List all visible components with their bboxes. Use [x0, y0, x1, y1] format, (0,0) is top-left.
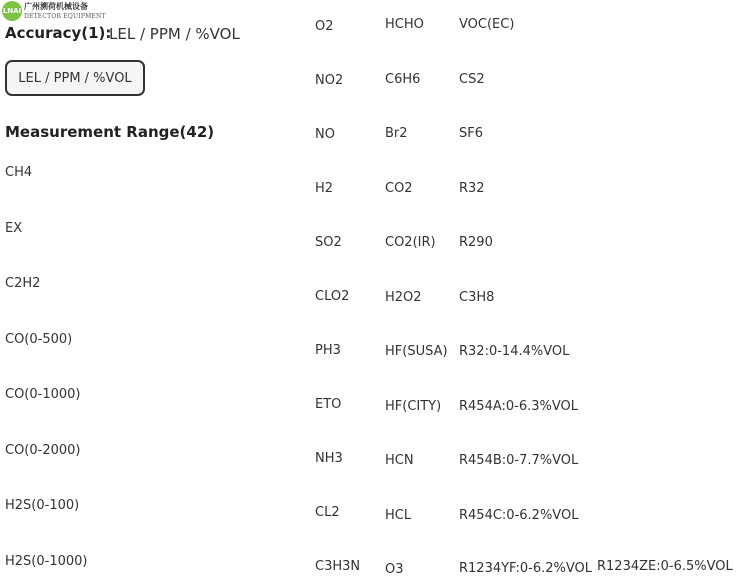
- gas-option[interactable]: C3H3N: [315, 559, 361, 574]
- gas-option[interactable]: EX: [5, 221, 23, 236]
- gas-option[interactable]: CLO2: [315, 289, 350, 304]
- gas-option[interactable]: R290: [459, 235, 493, 250]
- gas-option[interactable]: HCN: [385, 453, 414, 468]
- gas-option[interactable]: HCL: [385, 508, 412, 523]
- gas-option[interactable]: C3H8: [459, 290, 495, 305]
- gas-option[interactable]: CO(0-1000): [5, 387, 81, 402]
- gas-option[interactable]: HF(CITY): [385, 399, 442, 414]
- unit-option-button[interactable]: LEL / PPM / %VOL: [5, 60, 145, 96]
- gas-option[interactable]: CS2: [459, 72, 485, 87]
- gas-option[interactable]: O3: [385, 562, 404, 577]
- gas-option[interactable]: CO2: [385, 181, 413, 196]
- gas-option[interactable]: C6H6: [385, 72, 421, 87]
- gas-option[interactable]: PH3: [315, 343, 341, 358]
- accuracy-value: LEL / PPM / %VOL: [109, 25, 240, 43]
- gas-option[interactable]: H2O2: [385, 290, 422, 305]
- gas-option[interactable]: VOC(EC): [459, 17, 515, 32]
- gas-option[interactable]: Br2: [385, 126, 408, 141]
- gas-option[interactable]: CH4: [5, 165, 33, 180]
- gas-option[interactable]: SO2: [315, 235, 342, 250]
- measurement-range-title: Measurement Range(42): [5, 123, 215, 141]
- gas-option[interactable]: H2S(0-1000): [5, 554, 88, 569]
- gas-option[interactable]: R32: [459, 181, 485, 196]
- gas-option[interactable]: R454A:0-6.3%VOL: [459, 399, 579, 414]
- gas-option[interactable]: CL2: [315, 505, 340, 520]
- gas-option[interactable]: CO2(IR): [385, 235, 436, 250]
- gas-option[interactable]: NO2: [315, 73, 344, 88]
- gas-option[interactable]: R454B:0-7.7%VOL: [459, 453, 579, 468]
- gas-option[interactable]: SF6: [459, 126, 484, 141]
- gas-option[interactable]: NH3: [315, 451, 343, 466]
- gas-option[interactable]: ETO: [315, 397, 342, 412]
- gas-option[interactable]: R1234ZE:0-6.5%VOL: [597, 559, 733, 574]
- gas-option[interactable]: CO(0-2000): [5, 443, 81, 458]
- brand-logo: [2, 1, 122, 23]
- gas-option[interactable]: CO(0-500): [5, 332, 73, 347]
- gas-option[interactable]: HCHO: [385, 17, 424, 32]
- gas-option[interactable]: R1234YF:0-6.2%VOL: [459, 561, 593, 576]
- gas-option[interactable]: O2: [315, 19, 334, 34]
- logo-badge: LNAI: [2, 1, 22, 21]
- gas-option[interactable]: C2H2: [5, 276, 41, 291]
- gas-option[interactable]: R32:0-14.4%VOL: [459, 344, 570, 359]
- gas-option[interactable]: R454C:0-6.2%VOL: [459, 508, 579, 523]
- gas-option[interactable]: H2: [315, 181, 334, 196]
- logo-name-cn: 广州溯荷机械设备: [24, 2, 88, 11]
- logo-name-en: DETECTOR EQUIPMENT: [24, 13, 106, 20]
- gas-option[interactable]: NO: [315, 127, 335, 142]
- accuracy-label: Accuracy(1):: [5, 24, 112, 42]
- gas-option[interactable]: HF(SUSA): [385, 344, 448, 359]
- gas-option[interactable]: H2S(0-100): [5, 498, 80, 513]
